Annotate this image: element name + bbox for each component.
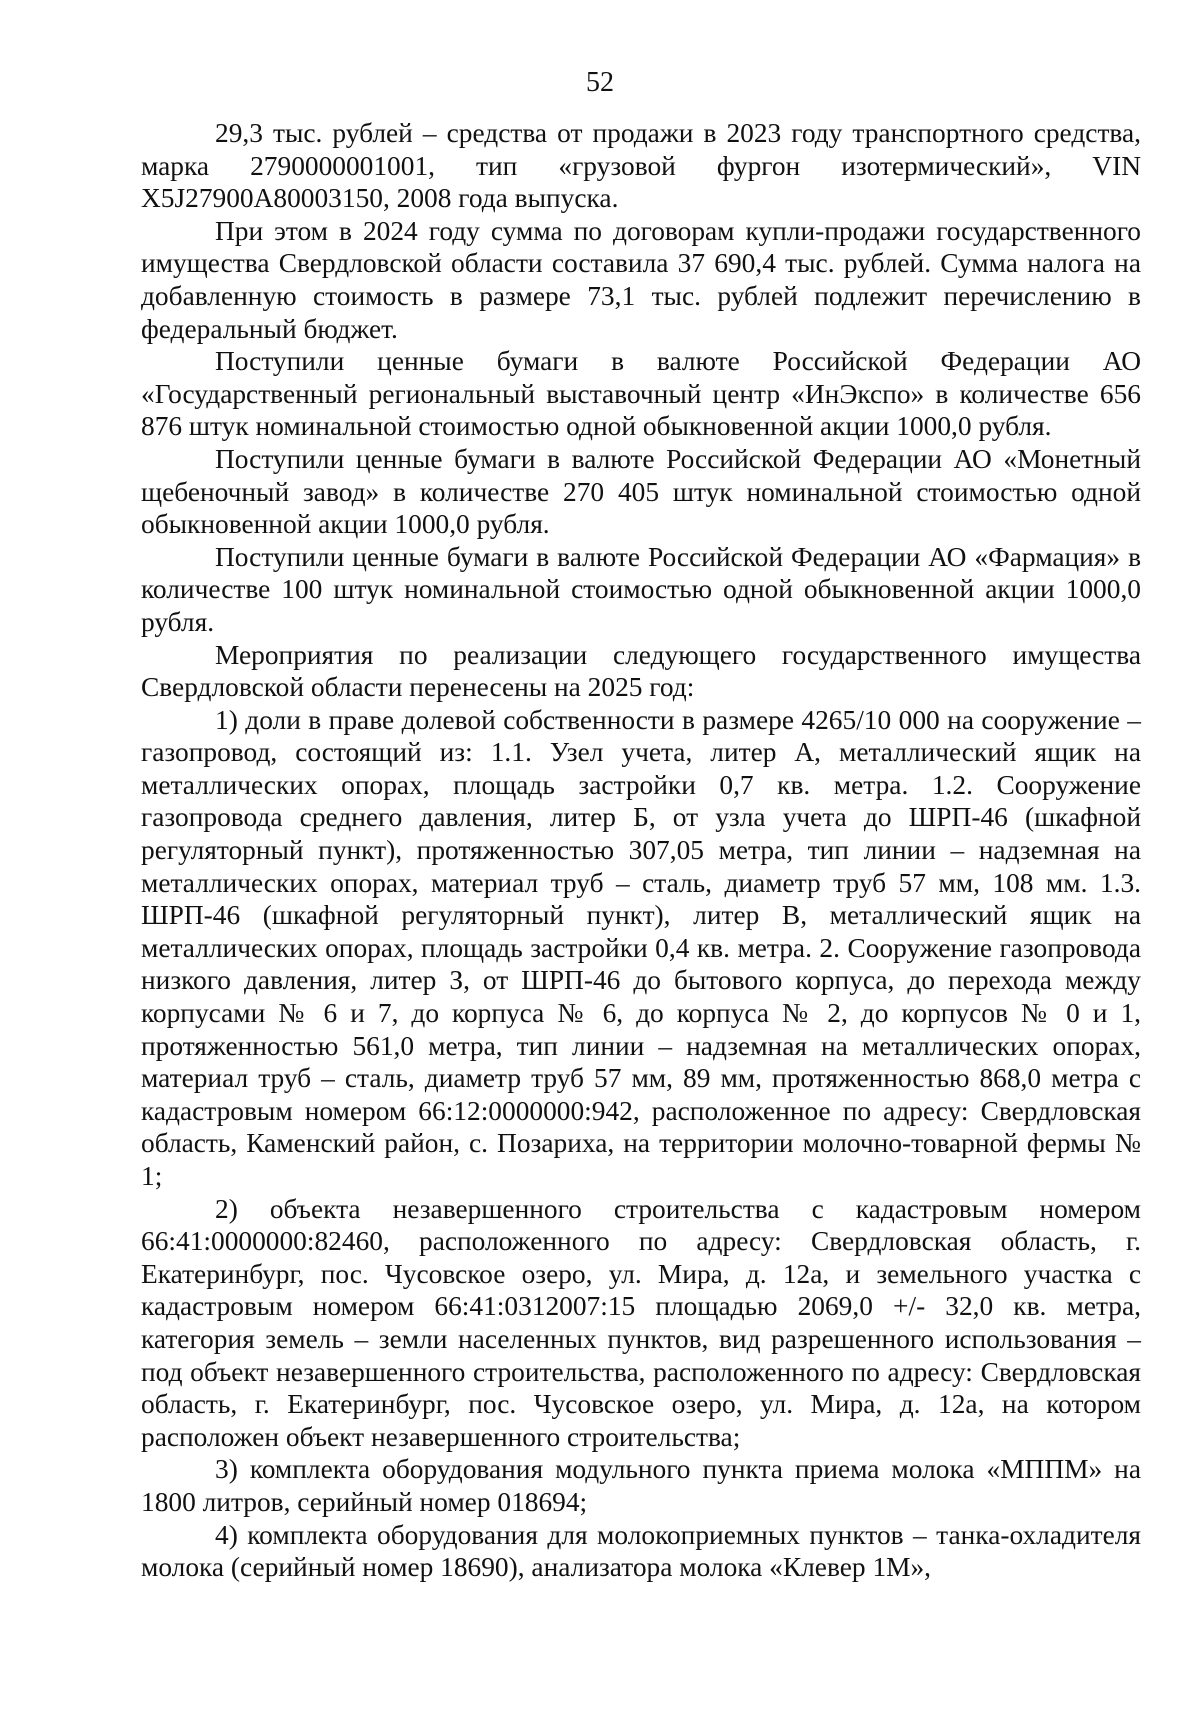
paragraph-securities-inexpo: Поступили ценные бумаги в валюте Российской Федерации АО «Государственный региональный выставочный центр «ИнЭкспо» в количестве 656 876 штук номинальной стоимостью одной обыкновенной акции 1000,0 рубля. xyxy=(141,346,1141,442)
paragraph-sale-contracts-total: При этом в 2024 году сумма по договорам купли-продажи государственного имущества Свердловской области составила 37 690,4 тыс. рублей. Сумма налога на добавленную стоимость в размере 73,1 тыс. рублей подлежит перечислению в федеральный бюджет. xyxy=(141,215,1141,344)
paragraph-securities-monetny: Поступили ценные бумаги в валюте Российской Федерации АО «Монетный щебеночный завод» в количестве 270 405 штук номинальной стоимостью одной обыкновенной акции 1000,0 рубля. xyxy=(141,443,1141,540)
page-number: 52 xyxy=(586,67,614,98)
list-item-milk-reception-unit: 3) комплекта оборудования модульного пункта приема молока «МППМ» на 1800 литров, серийный номер 018694; xyxy=(141,1454,1141,1517)
document-body xyxy=(141,117,1141,1584)
paragraph-securities-farmatsiya: Поступили ценные бумаги в валюте Российской Федерации АО «Фармация» в количестве 100 штук номинальной стоимостью одной обыкновенной акции 1000,0 рубля. xyxy=(141,541,1141,637)
list-item-gas-pipeline-share: 1) доли в праве долевой собственности в размере 4265/10 000 на сооружение – газопровод, состоящий из: 1.1. Узел учета, литер А, металлический ящик на металлических опорах, площадь застройки 0,7 кв. метра. 1.2. Сооружение газопровода среднего давления, литер Б, от узла учета до ШРП-46 (шкафной регуляторный пункт), протяженностью 307,05 метра, тип линии – надземная на металлических опорах, материал труб – сталь, диаметр труб 57 мм, 108 мм. 1.3. ШРП-46 (шкафной регуляторный пункт), литер В, металлический ящик на металлических опорах, площадь застройки 0,4 кв. метра. 2. Сооружение газопровода низкого давления, литер З, от ШРП-46 до бытового корпуса, до перехода между корпусами № 6 и 7, до корпуса № 6, до корпуса № 2, до корпусов № 0 и 1, протяженностью 561,0 метра, тип линии – надземная на металлических опорах, материал труб – сталь, диаметр труб 57 мм, 89 мм, протяженностью 868,0 метра с кадастровым номером 66:12:0000000:942, расположенное по адресу: Свердловская область, Каменский район, с. Позариха, на территории молочно-товарной фермы № 1; xyxy=(141,704,1141,1191)
paragraph-postponed-intro: Мероприятия по реализации следующего государственного имущества Свердловской области перенесены на 2025 год: xyxy=(141,639,1141,703)
paragraph-vehicle-sale: 29,3 тыс. рублей – средства от продажи в 2023 году транспортного средства, марка 2790000001001, тип «грузовой фургон изотермический», VIN X5J27900A80003150, 2008 года выпуска. xyxy=(141,118,1141,214)
list-item-milk-equipment-set: 4) комплекта оборудования для молокоприемных пунктов – танка-охладителя молока (серийный номер 18690), анализатора молока «Клевер 1М», xyxy=(141,1519,1141,1583)
list-item-unfinished-construction: 2) объекта незавершенного строительства с кадастровым номером 66:41:0000000:82460, расположенного по адресу: Свердловская область, г. Екатеринбург, пос. Чусовское озеро, ул. Мира, д. 12а, и земельного участка с кадастровым номером 66:41:0312007:15 площадью 2069,0 +/- 32,0 кв. метра, категория земель – земли населенных пунктов, вид разрешенного использования – под объект незавершенного строительства, расположенного по адресу: Свердловская область, г. Екатеринбург, пос. Чусовское озеро, ул. Мира, д. 12а, на котором расположен объект незавершенного строительства; xyxy=(141,1193,1141,1452)
